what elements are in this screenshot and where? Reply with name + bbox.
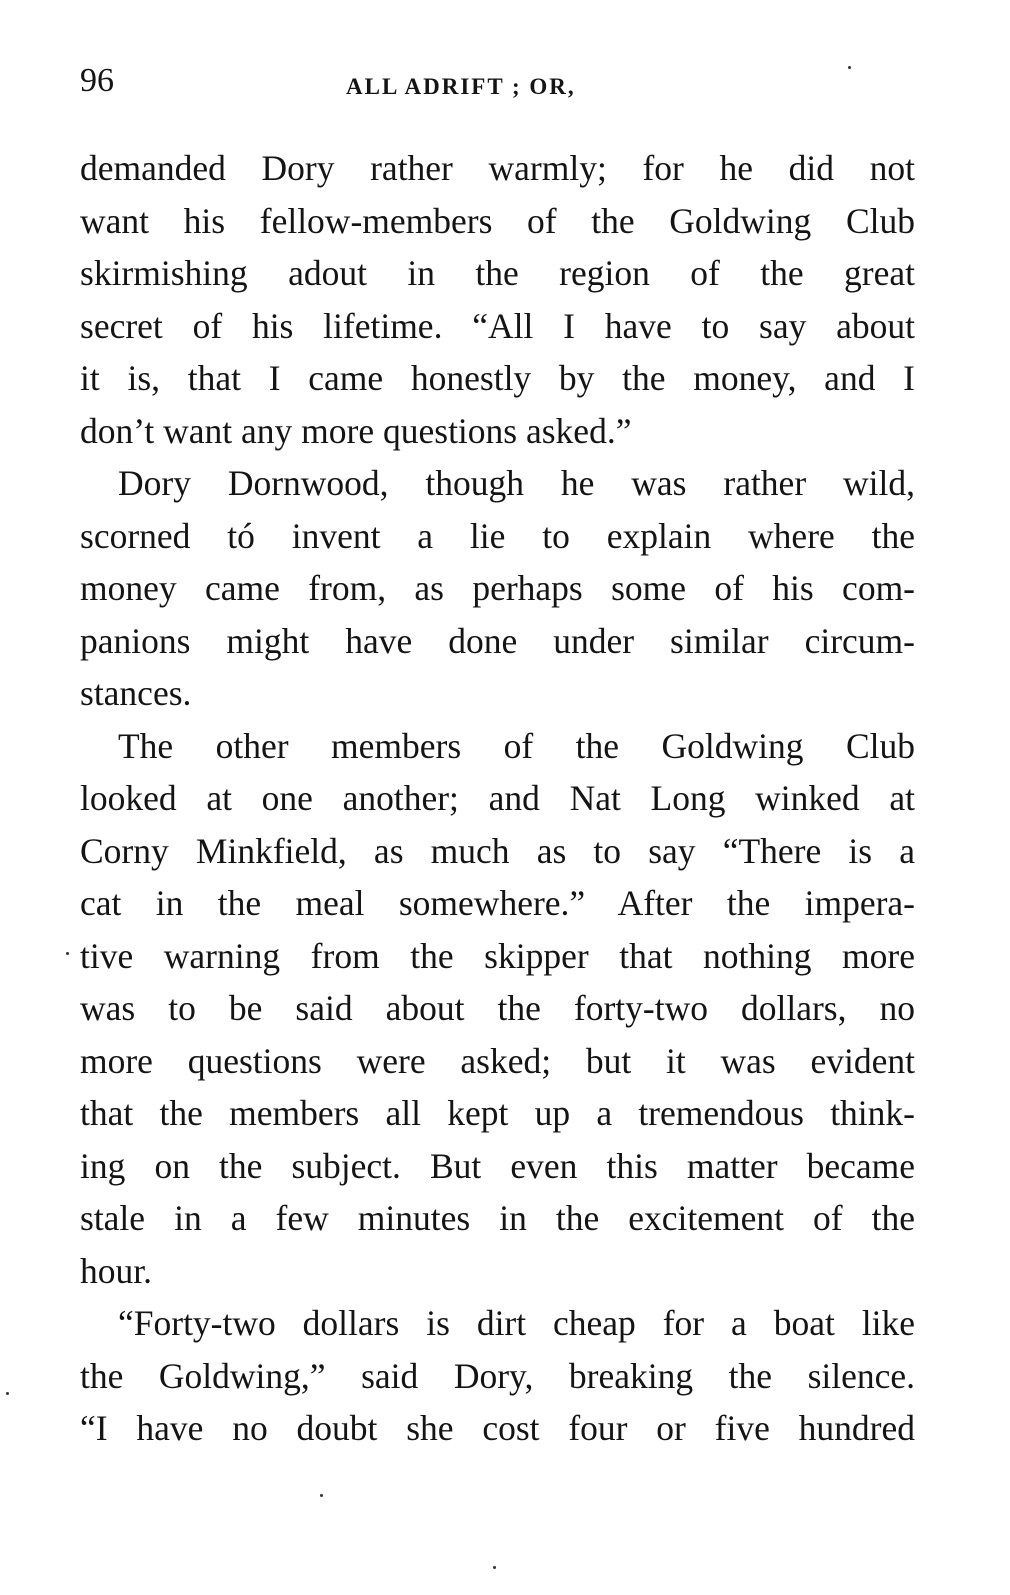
page-number: 96 <box>80 62 114 99</box>
text-line: the Goldwing,” said Dory, breaking the silence. <box>80 1355 915 1396</box>
text-line: want his fellow-members of the Goldwing Club <box>80 200 915 241</box>
ink-speck <box>6 1392 9 1395</box>
text-line: ing on the subject. But even this matter became <box>80 1145 915 1186</box>
paragraph <box>80 720 915 1298</box>
paragraph <box>80 1297 915 1455</box>
ink-speck <box>493 1566 496 1569</box>
text-line: money came from, as perhaps some of his com- <box>80 568 915 608</box>
text-line: skirmishing adout in the region of the great <box>80 253 915 293</box>
text-line: looked at one another; and Nat Long winked at <box>80 778 915 818</box>
paragraph <box>80 142 915 457</box>
text-line: Corny Minkfield, as much as to say “There is a <box>80 830 915 871</box>
ink-speck <box>320 1494 323 1497</box>
text-line: demanded Dory rather warmly; for he did not <box>80 148 915 188</box>
text-line: cat in the meal somewhere.” After the impera- <box>80 883 915 923</box>
text-line: it is, that I came honestly by the money, and I <box>80 358 915 398</box>
text-line: was to be said about the forty-two dollars, no <box>80 988 915 1028</box>
text-line: hour. <box>80 1250 152 1291</box>
text-line: secret of his lifetime. “All I have to say about <box>80 305 915 346</box>
page-header <box>80 62 915 112</box>
ink-speck <box>848 66 851 69</box>
text-line: that the members all kept up a tremendous think- <box>80 1093 915 1133</box>
text-line: scorned tó invent a lie to explain where the <box>80 515 915 556</box>
text-line: more questions were asked; but it was evident <box>80 1040 915 1081</box>
body-text <box>80 142 915 1455</box>
text-line: The other members of the Goldwing Club <box>118 725 915 766</box>
text-line: stances. <box>80 673 192 713</box>
text-line: tive warning from the skipper that nothing more <box>80 935 915 976</box>
text-line: stale in a few minutes in the excitement of the <box>80 1198 915 1238</box>
text-line: “Forty-two dollars is dirt cheap for a boat like <box>118 1303 915 1343</box>
paragraph <box>80 457 915 720</box>
running-head: ALL ADRIFT ; OR, <box>346 74 576 99</box>
ink-speck <box>66 952 69 955</box>
text-line: don’t want any more questions asked.” <box>80 410 632 451</box>
text-line: Dory Dornwood, though he was rather wild, <box>118 463 915 503</box>
text-line: panions might have done under similar circum- <box>80 620 915 661</box>
text-line: “I have no doubt she cost four or five hundred <box>80 1408 915 1448</box>
